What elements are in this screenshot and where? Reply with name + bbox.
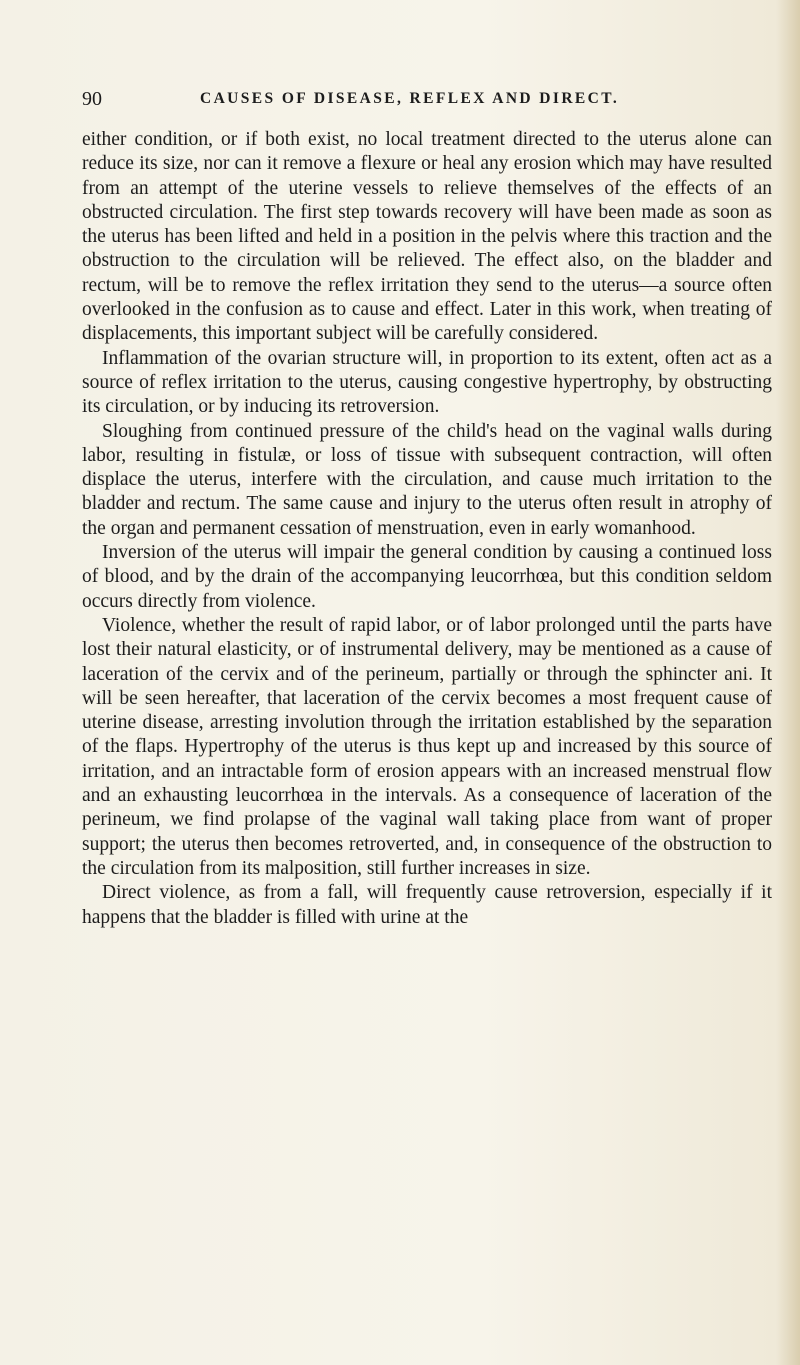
page-header bbox=[82, 88, 772, 114]
body-text bbox=[82, 128, 772, 930]
paragraph: Sloughing from continued pressure of the child's head on the vaginal walls during labor, resulting in fistulæ, or loss of tissue with subsequent contraction, will often displace the uterus, interfere with the circulation, and cause much irritation to the bladder and rectum. The same cause and injury to the uterus often result in atrophy of the organ and permanent cessation of menstruation, even in early womanhood. bbox=[82, 420, 772, 539]
paragraph: Inversion of the uterus will impair the general condition by causing a continued loss of blood, and by the drain of the accompanying leucorrhœa, but this condition seldom occurs directly from violence. bbox=[82, 542, 772, 612]
running-head: CAUSES OF DISEASE, REFLEX AND DIRECT. bbox=[200, 90, 620, 107]
paragraph: Direct violence, as from a fall, will frequently cause retroversion, especially if it happens that the bladder is filled with urine at the bbox=[82, 882, 772, 928]
paragraph: either condition, or if both exist, no local treatment directed to the uterus alone can reduce its size, nor can it remove a flexure or heal any erosion which may have resulted from an attempt of the uterine vessels to relieve themselves of the effects of an obstructed circulation. The first step towards recovery will have been made as soon as the uterus has been lifted and held in a position in the pelvis where this traction and the obstruction to the circulation will be relieved. The effect also, on the bladder and rectum, will be to remove the reflex irritation they send to the uterus—a source often overlooked in the confusion as to cause and effect. Later in this work, when treating of displacements, this important subject will be carefully considered. bbox=[82, 129, 772, 345]
paragraph: Inflammation of the ovarian structure will, in proportion to its extent, often act as a source of reflex irritation to the uterus, causing congestive hypertrophy, by obstructing its circulation, or by inducing its retroversion. bbox=[82, 347, 772, 418]
paragraph: Violence, whether the result of rapid labor, or of labor prolonged until the parts have lost their natural elasticity, or of instrumental delivery, may be mentioned as a cause of laceration of the cervix and of the perineum, partially or through the sphincter ani. It will be seen hereafter, that laceration of the cervix becomes a most frequent cause of uterine disease, arresting involution through the irritation established by the separation of the flaps. Hypertrophy of the uterus is thus kept up and increased by this source of irritation, and an intractable form of erosion appears with an increased menstrual flow and an exhausting leucorrhœa in the intervals. As a consequence of laceration of the perineum, we find prolapse of the vaginal wall taking place from want of proper support; the uterus then becomes retroverted, and, in consequence of the obstruction to the circulation from its malposition, still further increases in size. bbox=[82, 614, 772, 879]
page-number: 90 bbox=[82, 88, 102, 110]
